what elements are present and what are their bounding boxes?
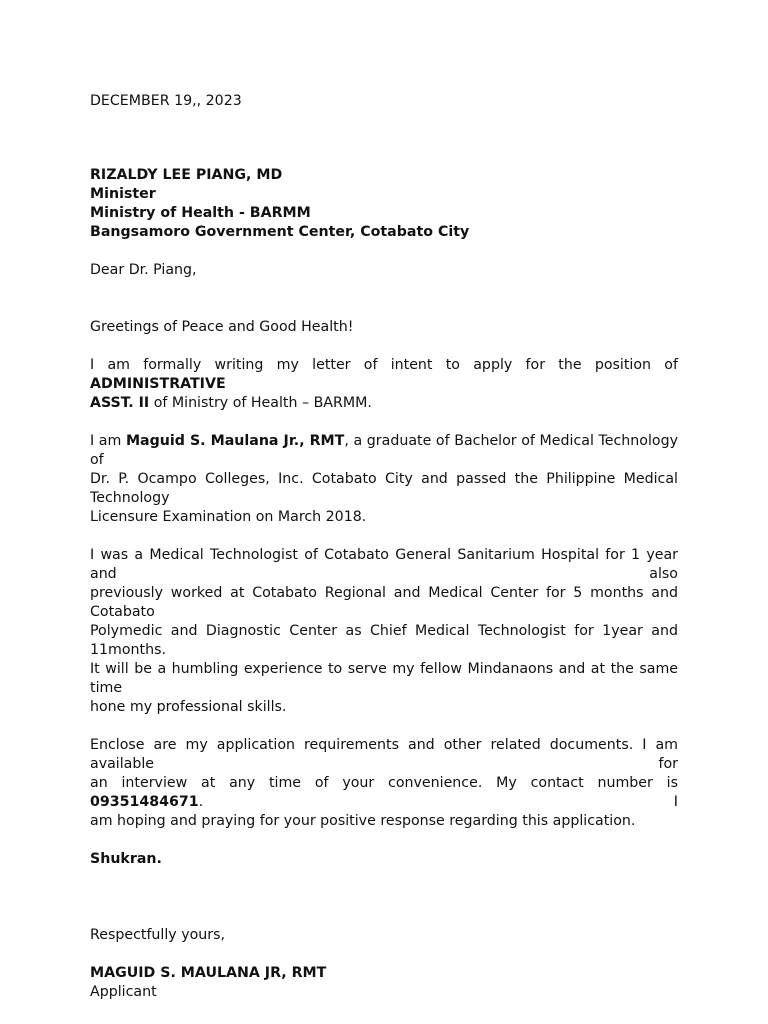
recipient-block bbox=[90, 166, 678, 242]
text-segment: . I bbox=[198, 794, 678, 810]
paragraph-background-line-3: Licensure Examination on March 2018. bbox=[90, 509, 367, 525]
salutation: Dear Dr. Piang, bbox=[90, 262, 197, 278]
signature-name: MAGUID S. MAULANA JR, RMT bbox=[90, 965, 327, 981]
greeting: Greetings of Peace and Good Health! bbox=[90, 319, 354, 335]
paragraph-experience-line-3: Polymedic and Diagnostic Center as Chief Medical Technologist for 1year and 11months. bbox=[90, 623, 678, 658]
paragraph-enclosures bbox=[90, 736, 678, 831]
contact-number: 09351484671 bbox=[90, 794, 199, 810]
paragraph-position-line-1 bbox=[90, 356, 678, 394]
text-segment: an interview at any time of your convenience. My contact number is bbox=[90, 775, 678, 791]
applicant-name-inline: Maguid S. Maulana Jr., RMT bbox=[125, 433, 345, 449]
paragraph-background bbox=[90, 432, 678, 527]
paragraph-experience-line-1: I was a Medical Technologist of Cotabato General Sanitarium Hospital for 1 year and also bbox=[90, 547, 678, 582]
paragraph-enclosures-line-3: am hoping and praying for your positive response regarding this application. bbox=[90, 813, 636, 829]
paragraph-experience-line-4: It will be a humbling experience to serve my fellow Mindanaons and at the same time bbox=[90, 661, 678, 696]
paragraph-background-line-2: Dr. P. Ocampo Colleges, Inc. Cotabato City and passed the Philippine Medical Technology bbox=[90, 471, 678, 506]
position-title: ADMINISTRATIVE bbox=[90, 376, 226, 392]
text-segment: , a graduate of Bachelor of Medical Technology of bbox=[90, 433, 678, 468]
paragraph-experience bbox=[90, 546, 678, 717]
text-segment: I am bbox=[90, 433, 126, 449]
paragraph-position-line-2 bbox=[90, 394, 678, 413]
paragraph-enclosures-line-2 bbox=[90, 774, 678, 812]
letter-date: DECEMBER 19,, 2023 bbox=[90, 93, 242, 109]
paragraph-experience-line-5: hone my professional skills. bbox=[90, 699, 287, 715]
recipient-name: RIZALDY LEE PIANG, MD bbox=[90, 167, 283, 183]
signature-block bbox=[90, 964, 678, 1002]
closing: Respectfully yours, bbox=[90, 927, 226, 943]
recipient-address: Bangsamoro Government Center, Cotabato City bbox=[90, 224, 470, 240]
paragraph-background-line-1 bbox=[90, 432, 678, 470]
paragraph-enclosures-line-1: Enclose are my application requirements and other related documents. I am available for bbox=[90, 737, 678, 772]
letter bbox=[90, 92, 678, 1002]
recipient-title: Minister bbox=[90, 186, 156, 202]
closing-thanks: Shukran. bbox=[90, 851, 162, 867]
text-segment: of Ministry of Health – BARMM. bbox=[149, 395, 372, 411]
paragraph-position bbox=[90, 356, 678, 413]
signature-role: Applicant bbox=[90, 984, 157, 1000]
text-segment: I am formally writing my letter of intent to apply for the position of bbox=[90, 357, 678, 373]
position-grade: ASST. II bbox=[90, 395, 150, 411]
paragraph-experience-line-2: previously worked at Cotabato Regional and Medical Center for 5 months and Cotabato bbox=[90, 585, 678, 620]
recipient-office: Ministry of Health - BARMM bbox=[90, 205, 311, 221]
